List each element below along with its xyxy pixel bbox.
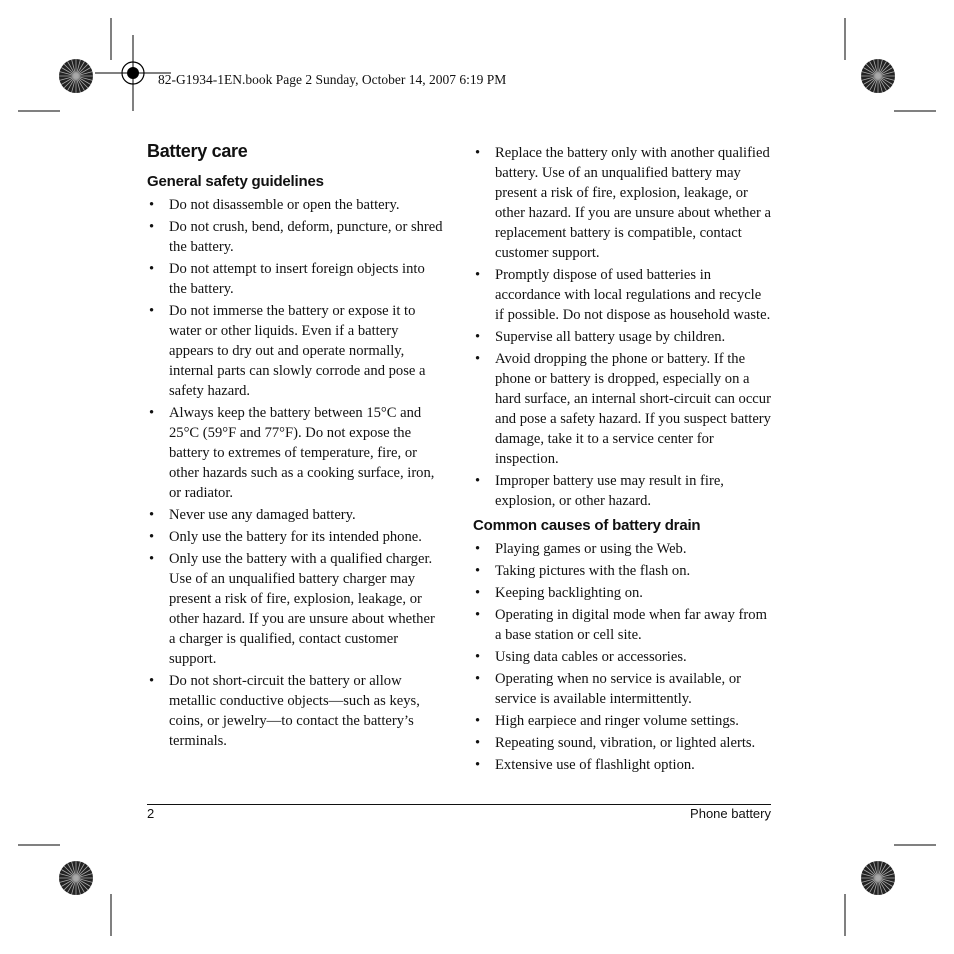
list-item: • Only use the battery with a qualified charger. Use of an unqualified battery charger may present a risk of fire, explosion, leakage, or other hazard. If you are unsure about whether a charger is qualified, contact customer support. (147, 549, 443, 669)
list-item: • Do not immerse the battery or expose it to water or other liquids. Even if a battery appears to dry out and operate normally, internal parts can slowly corrode and pose a safety hazard. (147, 301, 443, 401)
safety-list-continued (473, 143, 771, 511)
list-item: • Keeping backlighting on. (473, 583, 771, 603)
footer-rule (147, 804, 771, 805)
list-item: • Improper battery use may result in fire, explosion, or other hazard. (473, 471, 771, 511)
list-item: • Repeating sound, vibration, or lighted alerts. (473, 733, 771, 753)
print-slug: 82-G1934-1EN.book Page 2 Sunday, October 14, 2007 6:19 PM (158, 72, 507, 87)
list-item: • Taking pictures with the flash on. (473, 561, 771, 581)
list-item: • Operating when no service is available, or service is available intermittently. (473, 669, 771, 709)
list-item: • Do not crush, bend, deform, puncture, or shred the battery. (147, 217, 443, 257)
list-item: • Operating in digital mode when far away from a base station or cell site. (473, 605, 771, 645)
list-item: • Do not short-circuit the battery or allow metallic conductive objects—such as keys, coins, or jewelry—to contact the battery’s terminals. (147, 671, 443, 751)
footer-section-name: Phone battery (690, 806, 771, 821)
list-item: • Using data cables or accessories. (473, 647, 771, 667)
section-heading: Battery care (147, 141, 248, 161)
page-number: 2 (147, 806, 155, 821)
list-item: • Always keep the battery between 15°C and 25°C (59°F and 77°F). Do not expose the battery to extremes of temperature, fire, or other hazards such as a cooking surface, iron, or radiator. (147, 403, 443, 503)
list-item: • Do not attempt to insert foreign objects into the battery. (147, 259, 443, 299)
list-item: • Extensive use of flashlight option. (473, 755, 771, 775)
list-item: • Replace the battery only with another qualified battery. Use of an unqualified battery may present a risk of fire, explosion, leakage, or other hazard. If you are unsure about whether a replacement battery is compatible, contact customer support. (473, 143, 771, 263)
right-column (473, 143, 771, 777)
drain-list (473, 539, 771, 775)
subheading-general-safety: General safety guidelines (147, 173, 324, 190)
safety-list (147, 195, 443, 751)
list-item: • High earpiece and ringer volume settings. (473, 711, 771, 731)
list-item: • Supervise all battery usage by children. (473, 327, 771, 347)
list-item: • Only use the battery for its intended phone. (147, 527, 443, 547)
left-column (147, 141, 443, 753)
list-item: • Promptly dispose of used batteries in accordance with local regulations and recycle if possible. Do not dispose as household waste. (473, 265, 771, 325)
list-item: • Never use any damaged battery. (147, 505, 443, 525)
subheading-battery-drain: Common causes of battery drain (473, 517, 701, 534)
list-item: • Avoid dropping the phone or battery. If the phone or battery is dropped, especially on a hard surface, an internal short-circuit can occur and pose a safety hazard. If you suspect battery damage, take it to a service center for inspection. (473, 349, 771, 469)
list-item: • Do not disassemble or open the battery. (147, 195, 443, 215)
list-item: • Playing games or using the Web. (473, 539, 771, 559)
